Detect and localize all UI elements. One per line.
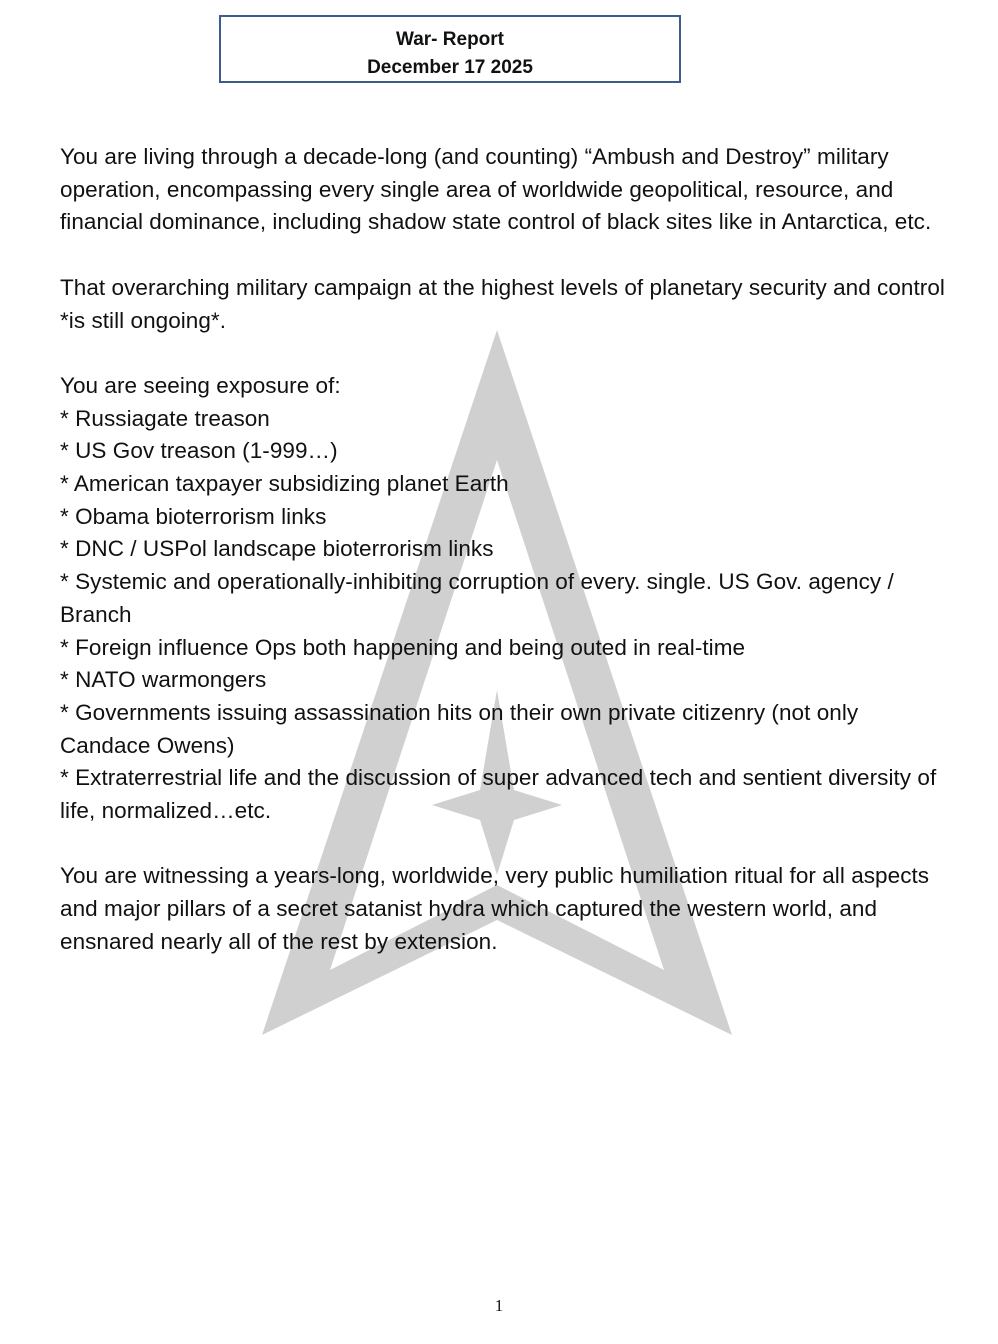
paragraph-campaign: That overarching military campaign at the highest levels of planetary security and control *is still ongoing*. [60,274,945,333]
list-item: * Extraterrestrial life and the discussion of super advanced tech and sentient diversity of life, normalized…etc. [60,765,937,824]
list-item: * American taxpayer subsidizing planet Earth [60,471,509,496]
report-date: December 17 2025 [367,57,533,78]
report-title-box [219,15,681,83]
list-item: * DNC / USPol landscape bioterrorism links [60,536,494,562]
list-item: * Russiagate treason [60,405,270,431]
exposure-list [60,403,950,828]
report-title: War- Report [395,29,505,50]
report-body [60,141,950,959]
list-item: * Systemic and operationally-inhibiting corruption of every. single. US Gov. agency / Branch [60,569,894,627]
list-item: * US Gov treason (1-999…) [60,438,338,464]
list-item: * Foreign influence Ops both happening and being outed in real-time [60,634,746,660]
page-number: 1 [494,1296,504,1315]
paragraph-intro: You are living through a decade-long (and counting) “Ambush and Destroy” military operation, encompassing every single area of worldwide geopolitical, resource, and financial dominance, including shadow state control of black sites like in Antarctica, etc. [60,144,932,235]
list-intro: You are seeing exposure of: [60,372,341,398]
list-item: * Governments issuing assassination hits on their own private citizenry (not only Candace Owens) [60,699,859,758]
paragraph-conclusion: You are witnessing a years-long, worldwide, very public humiliation ritual for all aspects and major pillars of a secret satanist hydra which captured the western world, and ensnared nearly all of the rest by extension. [60,863,930,954]
list-item: * NATO warmongers [60,667,267,693]
list-item: * Obama bioterrorism links [60,503,327,529]
